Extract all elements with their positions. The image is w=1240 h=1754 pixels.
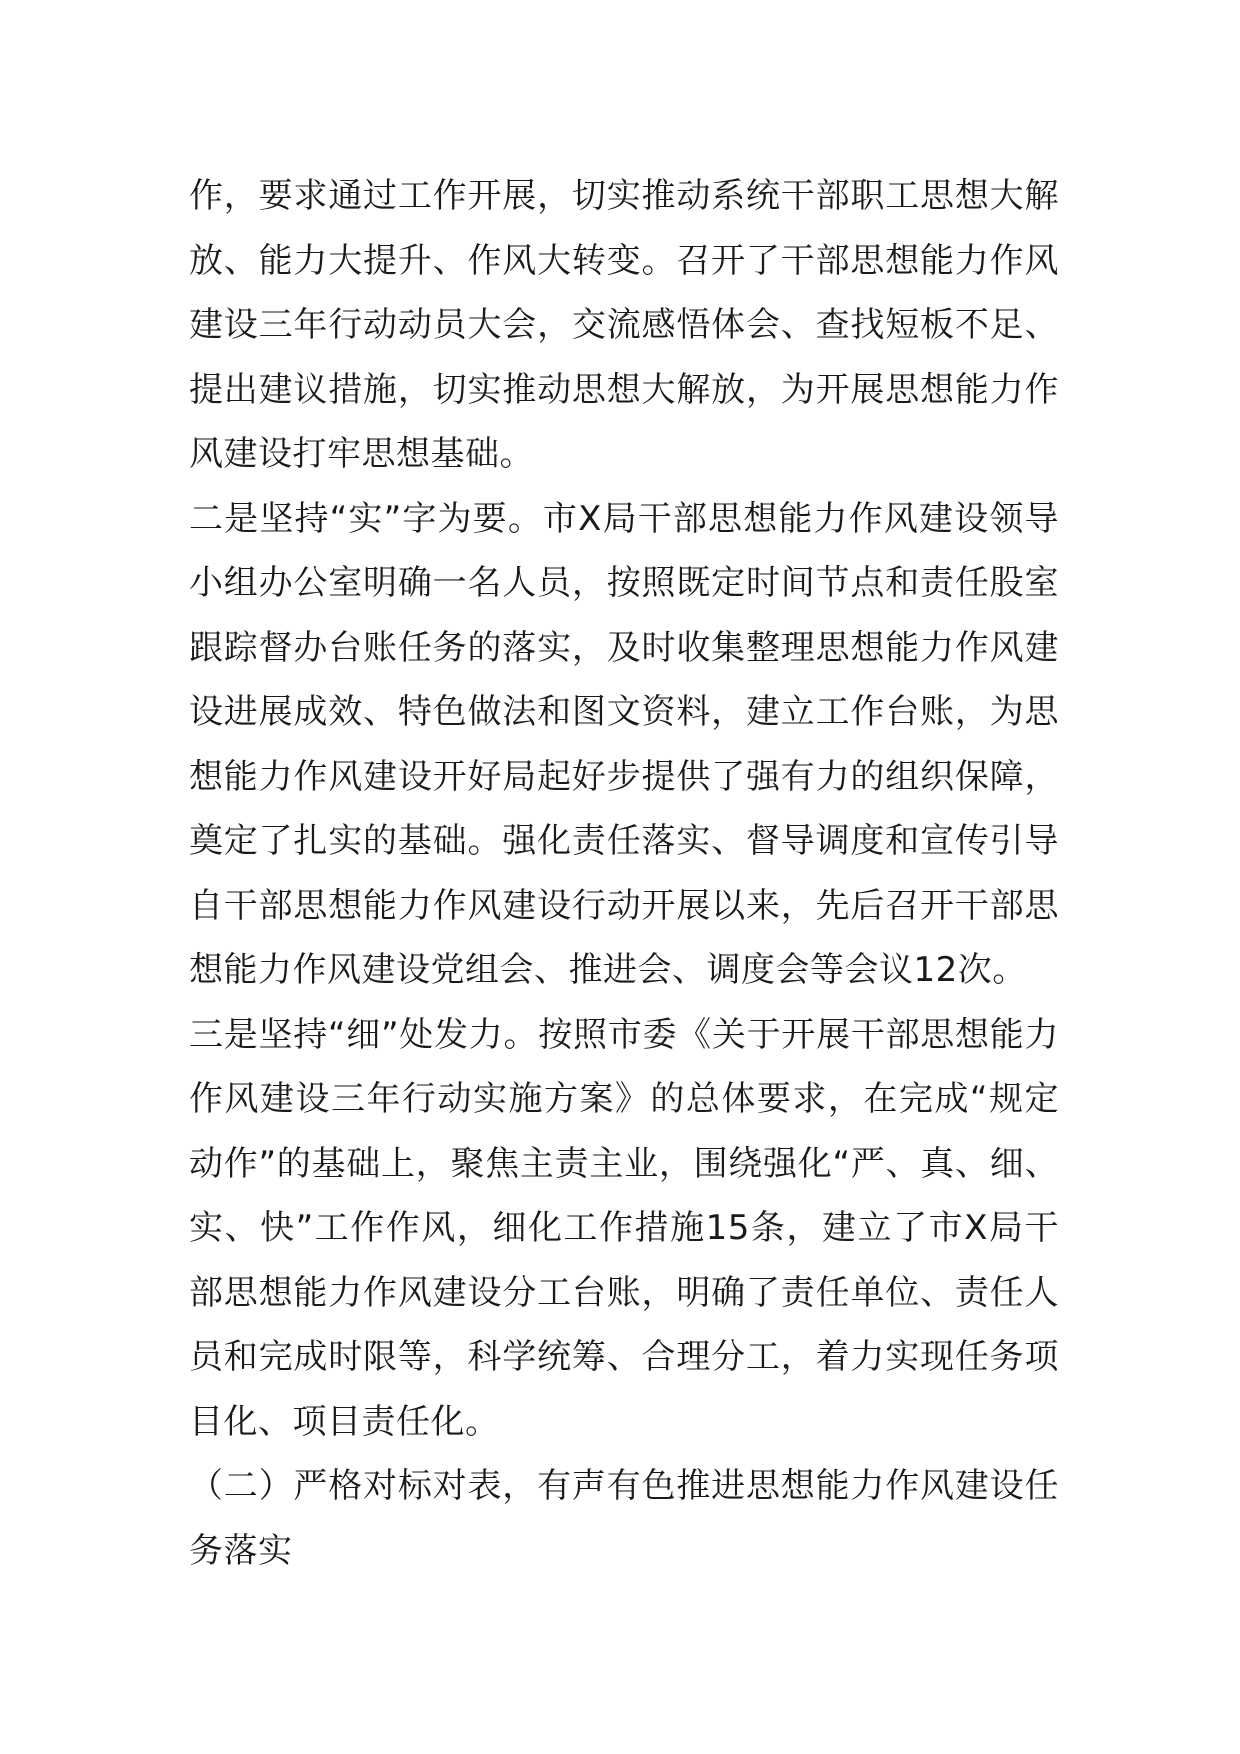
- section-heading-two: （二）严格对标对表，有声有色推进思想能力作风建设任务落实: [189, 1466, 1059, 1571]
- paragraph-point-two: 二是坚持“实”字为要。市X局干部思想能力作风建设领导小组办公室明确一名人员，按照既定时间节点和责任股室跟踪督办台账任务的落实，及时收集整理思想能力作风建设进展成效、特色做法和图文资料，建立工作台账，为思想能力作风建设开好局起好步提供了强有力的组织保障，奠定了扎实的基础。强化责任落实、督导调度和宣传引导自干部思想能力作风建设行动开展以来，先后召开干部思想能力作风建设党组会、推进会、调度会等会议12次。: [189, 498, 1059, 990]
- paragraph-continuation: 作，要求通过工作开展，切实推动系统干部职工思想大解放、能力大提升、作风大转变。召开了干部思想能力作风建设三年行动动员大会，交流感悟体会、查找短板不足、提出建议措施，切实推动思想大解放，为开展思想能力作风建设打牢思想基础。: [189, 176, 1059, 474]
- paragraph-point-three: 三是坚持“细”处发力。按照市委《关于开展干部思想能力作风建设三年行动实施方案》的总体要求，在完成“规定动作”的基础上，聚焦主责主业，围绕强化“严、真、细、实、快”工作作风，细化工作措施15条，建立了市X局干部思想能力作风建设分工台账，明确了责任单位、责任人员和完成时限等，科学统筹、合理分工，着力实现任务项目化、项目责任化。: [189, 1014, 1059, 1442]
- document-body: [189, 164, 1059, 1583]
